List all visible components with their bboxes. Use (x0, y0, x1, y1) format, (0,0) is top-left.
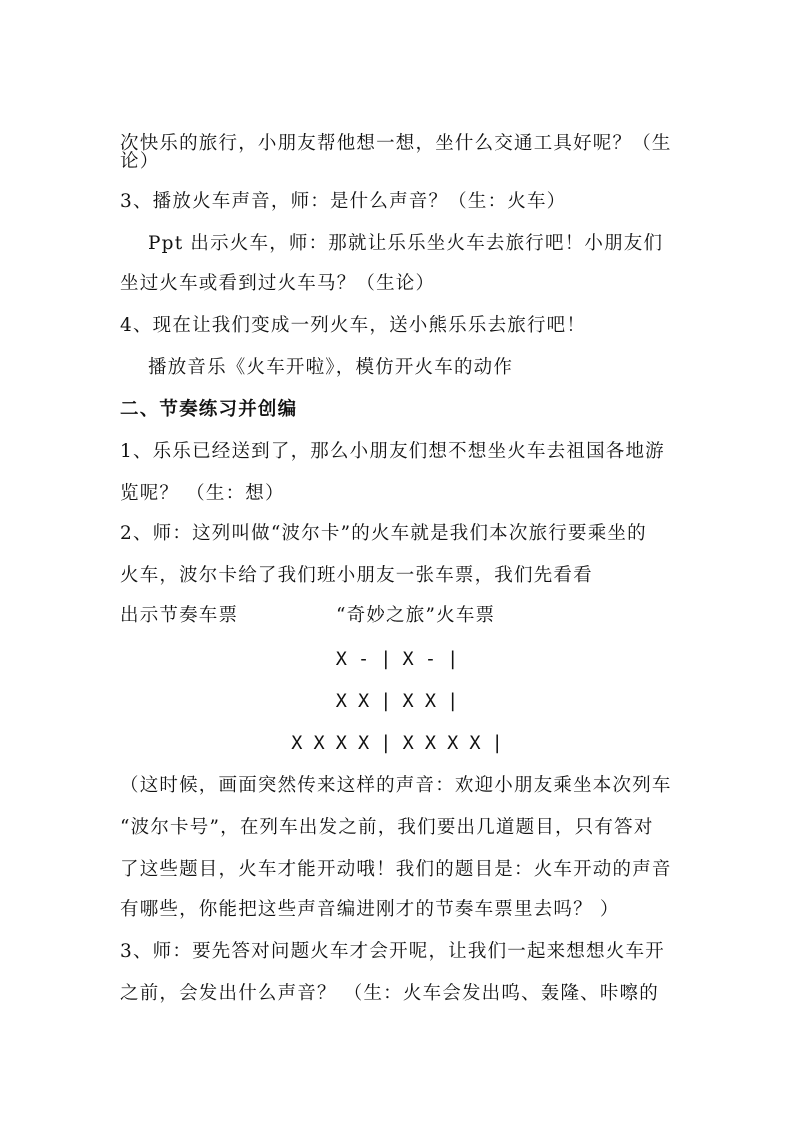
paragraph-line: “波尔卡号”，在列车出发之前，我们要出几道题目，只有答对 (120, 817, 654, 838)
ticket-label: 出示节奏车票 (120, 605, 239, 626)
paragraph-line: 火车，波尔卡给了我们班小朋友一张车票，我们先看看 (120, 565, 593, 586)
paragraph-line: 论） (120, 151, 160, 172)
step-1-line: 1、乐乐已经送到了，那么小朋友们想不想坐火车去祖国各地游 (120, 441, 665, 462)
paragraph-line: 播放音乐《火车开啦》，模仿开火车的动作 (148, 357, 514, 378)
paragraph-line: 坐过火车或看到过火车马？（生论） (120, 273, 436, 294)
paragraph-line: 览呢？ （生：想） (120, 483, 285, 504)
paragraph-line: 次快乐的旅行，小朋友帮他想一想，坐什么交通工具好呢？（生 (120, 133, 672, 154)
section-heading: 二、节奏练习并创编 (120, 399, 298, 420)
rhythm-row-3: X X X X | X X X X | (291, 733, 503, 754)
paragraph-line: 了这些题目，火车才能开动哦！我们的题目是：火车开动的声音 (120, 859, 672, 880)
rhythm-row-2: X X | X X | (335, 691, 459, 712)
paragraph-line: 之前，会发出什么声音？ （生：火车会发出呜、轰隆、咔嚓的 (120, 983, 659, 1004)
step-2-line: 2、师：这列叫做“波尔卡”的火车就是我们本次旅行要乘坐的 (120, 523, 647, 544)
paragraph-line: Ppt 出示火车，师：那就让乐乐坐火车去旅行吧！小朋友们 (148, 233, 664, 254)
paragraph-line: （这时候，画面突然传来这样的声音：欢迎小朋友乘坐本次列车 (120, 775, 672, 796)
ticket-title: “奇妙之旅”火车票 (336, 605, 496, 626)
step-3-question-line: 3、师：要先答对问题火车才会开呢，让我们一起来想想火车开 (120, 941, 665, 962)
paragraph-line: 有哪些，你能把这些声音编进刚才的节奏车票里去吗？ ） (120, 899, 620, 920)
step-4-line: 4、现在让我们变成一列火车，送小熊乐乐去旅行吧！ (120, 315, 587, 336)
step-3-line: 3、播放火车声音，师：是什么声音？（生：火车） (120, 191, 567, 212)
rhythm-row-1: X - | X - | (335, 649, 459, 670)
